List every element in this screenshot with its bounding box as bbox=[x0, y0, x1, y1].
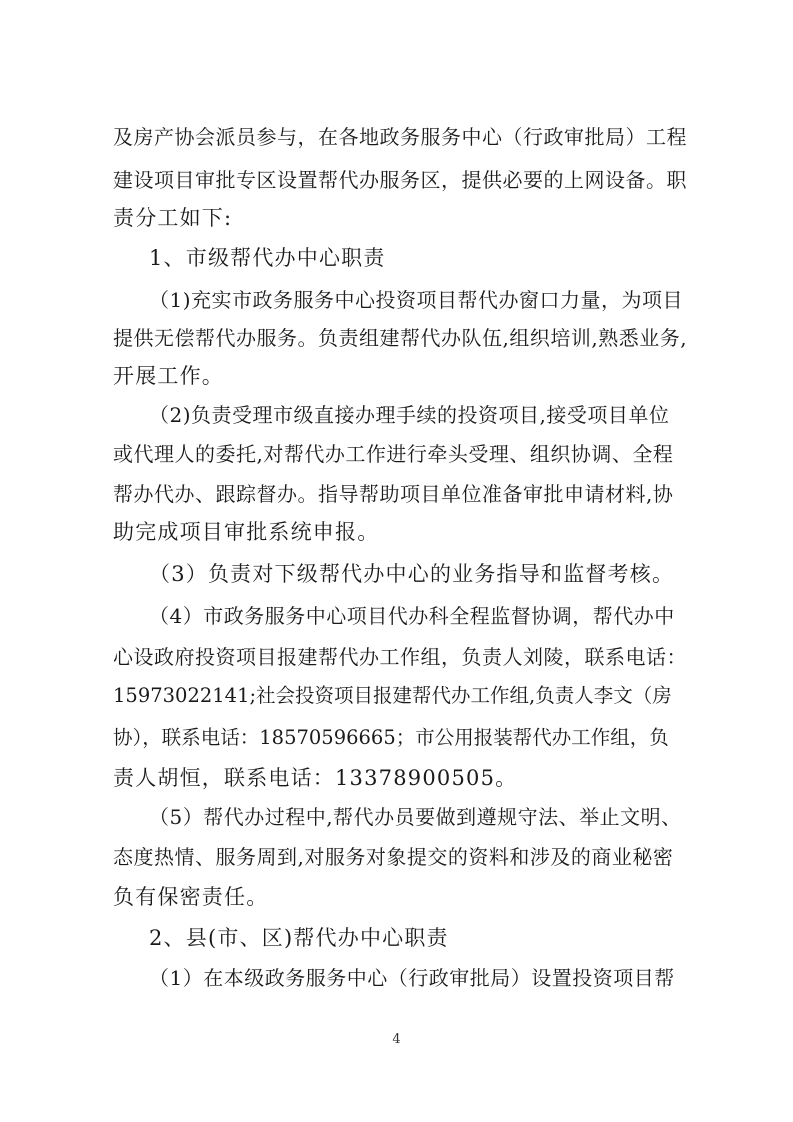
text-line: （5）帮代办过程中,帮代办员要做到遵规守法、举止文明、 bbox=[149, 805, 682, 829]
text-line: 责分工如下: bbox=[113, 206, 233, 230]
text-line: 建设项目审批专区设置帮代办服务区，提供必要的上网设备。职 bbox=[113, 168, 687, 192]
section-heading: 2、县(市、区)帮代办中心职责 bbox=[149, 926, 449, 950]
section-heading: 1、市级帮代办中心职责 bbox=[149, 246, 386, 270]
text-line: （1）在本级政务服务中心（行政审批局）设置投资项目帮 bbox=[149, 966, 675, 990]
text-line: 或代理人的委托,对帮代办工作进行牵头受理、组织协调、全程 bbox=[113, 442, 674, 466]
text-line: 帮办代办、跟踪督办。指导帮助项目单位准备审批申请材料,协 bbox=[113, 482, 674, 506]
text-line: 责人胡恒，联系电话：13378900505。 bbox=[113, 766, 518, 790]
text-line: （2)负责受理市级直接办理手续的投资项目,接受项目单位 bbox=[149, 403, 670, 427]
text-line: 及房产协会派员参与，在各地政务服务中心（行政审批局）工程 bbox=[113, 125, 687, 149]
text-line: 15973022141;社会投资项目报建帮代办工作组,负责人李文（房 bbox=[113, 684, 672, 707]
text-line: 心设政府投资项目报建帮代办工作组，负责人刘陵，联系电话： bbox=[113, 645, 687, 669]
text-line: 开展工作。 bbox=[113, 364, 224, 388]
text-line: 态度热情、服务周到,对服务对象提交的资料和涉及的商业秘密 bbox=[113, 845, 674, 869]
text-line: （3）负责对下级帮代办中心的业务指导和监督考核。 bbox=[149, 562, 675, 586]
page-number: 4 bbox=[392, 1032, 401, 1047]
text-line: （4）市政务服务中心项目代办科全程监督协调，帮代办中 bbox=[149, 604, 675, 628]
text-line: 提供无偿帮代办服务。负责组建帮代办队伍,组织培训,熟悉业务, bbox=[113, 326, 688, 350]
text-line: 助完成项目审批系统申报。 bbox=[113, 520, 380, 544]
text-line: 协），联系电话：18570596665；市公用报装帮代办工作组，负 bbox=[113, 726, 669, 749]
text-line: 负有保密责任。 bbox=[113, 885, 269, 909]
text-line: （1)充实市政务服务中心投资项目帮代办窗口力量，为项目 bbox=[149, 288, 684, 312]
